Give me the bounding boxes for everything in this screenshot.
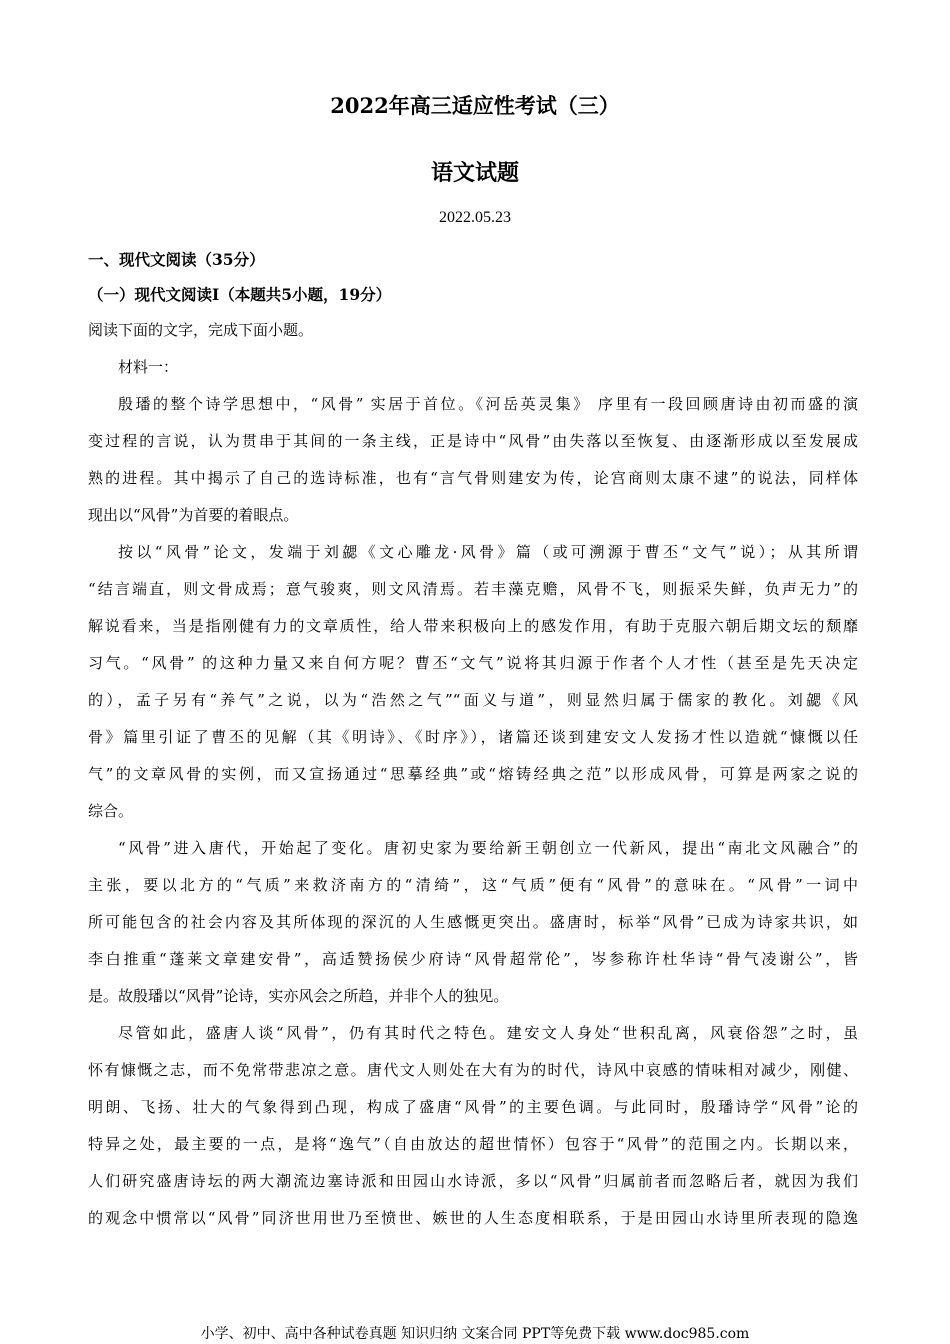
passage-line: 是。故殷璠以“风骨”论诗，实亦风会之所趋，并非个人的独见。 bbox=[88, 987, 509, 1005]
passage-line: 气”的文章风骨的实例，而又宣扬通过“思摹经典”或“熔铸经典之范”以形成风骨，可算是两家之说的 bbox=[88, 765, 858, 783]
passage-line: 解说看来，当是指刚健有力的文章质性，给人带来积极向上的感发作用，有助于克服六朝后期文坛的颓靡 bbox=[88, 617, 858, 635]
subject-title: 语文试题 bbox=[430, 160, 519, 186]
passage-line: 明朗、飞扬、壮大的气象得到凸现，构成了盛唐“风骨”的主要色调。与此同时，殷璠诗学“风骨”论的 bbox=[88, 1098, 858, 1116]
passage-line: “风骨”进入唐代，开始起了变化。唐初史家为要给新王朝创立一代新风，提出“南北文风融合”的 bbox=[118, 839, 858, 857]
passage-line: 李白推重“蓬莱文章建安骨”，高适赞扬侯少府诗“风骨超常伦”，岑参称许杜华诗“骨气凌谢公”，皆 bbox=[88, 950, 858, 968]
section-heading: 一、现代文阅读（35分） bbox=[88, 250, 265, 269]
passage-line: 特异之处，最主要的一点，是将“逸气”（自由放达的超世情怀）包容于“风骨”的范围之内。长期以来， bbox=[88, 1135, 858, 1153]
subsection-heading: （一）现代文阅读Ⅰ（本题共5小题，19分） bbox=[88, 285, 392, 304]
passage-line: 综合。 bbox=[88, 802, 134, 820]
passage-line: 习气。“风骨” 的这种力量又来自何方呢？曹丕“文气”说将其归源于作者个人才性（甚至是先天决定 bbox=[88, 654, 858, 672]
passage-line: 材料一： bbox=[118, 358, 179, 376]
passage-line: 所可能包含的社会内容及其所体现的深沉的人生感慨更突出。盛唐时，标举“风骨”已成为诗家共识，如 bbox=[88, 913, 858, 931]
passage-line: 怀有慷慨之志，而不免常带悲凉之意。唐代文人则处在大有为的时代，诗风中哀感的情味相对减少，刚健、 bbox=[88, 1061, 858, 1079]
passage-line: 变过程的言说，认为贯串于其间的一条主线，正是诗中“风骨”由失落以至恢复、由逐渐形成以至发展成 bbox=[88, 432, 858, 450]
passage-line: 骨》篇里引证了曹丕的见解（其《明诗》、《时序》），诸篇还谈到建安文人发扬才性以造就“慷慨以任 bbox=[88, 728, 858, 746]
passage-line: 主张，要以北方的“气质”来救济南方的“清绮”，这“气质”便有“风骨”的意味在。“风骨”一词中 bbox=[88, 876, 858, 894]
exam-date: 2022.05.23 bbox=[439, 209, 511, 226]
passage-line: 按以“风骨”论文，发端于刘勰《文心雕龙·风骨》篇（或可溯源于曹丕“文气”说）；从其所谓 bbox=[118, 543, 858, 561]
passage-line: 殷璠的整个诗学思想中，“风骨” 实居于首位。《河岳英灵集》 序里有一段回顾唐诗由初而盛的演 bbox=[118, 395, 858, 413]
passage-line: 的），孟子另有“养气”之说，以为“浩然之气”“面义与道”，则显然归属于儒家的教化。刘勰《风 bbox=[88, 691, 858, 709]
passage-line: 人们研究盛唐诗坛的两大潮流边塞诗派和田园山水诗派，多以“风骨”归属前者而忽略后者，就因为我们 bbox=[88, 1172, 858, 1190]
passage-line: “结言端直，则文骨成焉；意气骏爽，则文风清焉。若丰藻克赡，风骨不飞，则振采失鲜，负声无力”的 bbox=[88, 580, 858, 598]
instruction: 阅读下面的文字，完成下面小题。 bbox=[88, 321, 314, 339]
reading-passage bbox=[88, 355, 858, 1243]
exam-title: 2022年高三适应性考试（三） bbox=[330, 93, 620, 118]
passage-line: 的观念中惯常以“风骨”同济世用世乃至愤世、嫉世的人生态度相联系，于是田园山水诗里所表现的隐逸 bbox=[88, 1209, 858, 1227]
footer-text: 小学、初中、高中各种试卷真题 知识归纳 文案合同 PPT等免费下载 www.doc985.com bbox=[200, 1326, 750, 1342]
passage-line: 熟的进程。其中揭示了自己的选诗标准，也有“言气骨则建安为传，论宫商则太康不逮”的说法，同样体 bbox=[88, 469, 858, 487]
passage-line: 尽管如此，盛唐人谈“风骨”，仍有其时代之特色。建安文人身处“世积乱离，风衰俗怨”之时，虽 bbox=[118, 1024, 858, 1042]
passage-line: 现出以“风骨”为首要的着眼点。 bbox=[88, 506, 299, 524]
